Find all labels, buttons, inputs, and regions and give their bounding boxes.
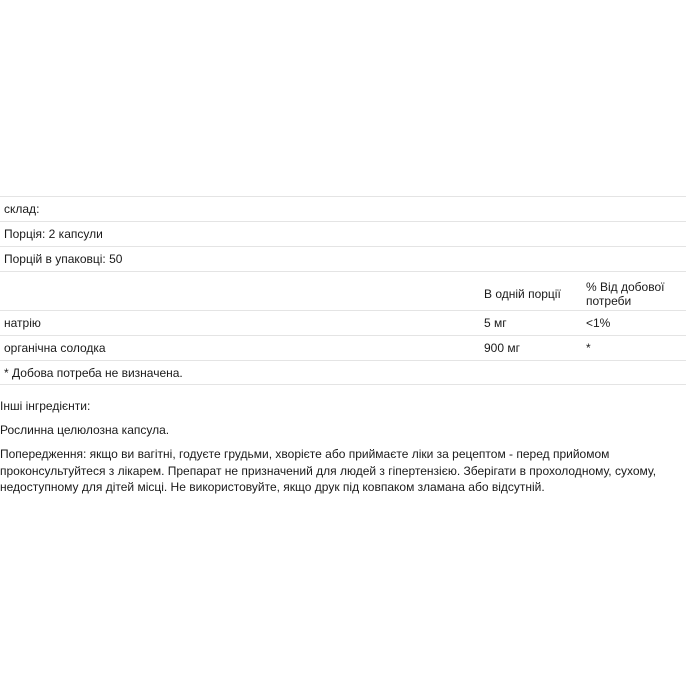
other-ingredients-section xyxy=(0,398,686,496)
footnote: * Добова потреба не визначена. xyxy=(4,366,183,380)
table-row xyxy=(0,310,686,335)
nutrient-name: органічна солодка xyxy=(4,341,106,355)
servings-per-container: Порцій в упаковці: 50 xyxy=(4,252,123,266)
warning-text: Попередження: якщо ви вагітні, годуєте грудьми, хворієте або приймаєте ліки за рецептом - перед прийомом проконсультуйтеся з лікарем. Препарат не призначений для людей з гіпертензією. Зберігати в прохолодному, сухому, недоступному для дітей місці. Не використовуйте, якщо друк під ковпаком зламана або відсутній. xyxy=(0,447,657,494)
nutrient-amount: 900 мг xyxy=(484,341,520,355)
serving-size-row xyxy=(0,221,686,246)
servings-per-container-row xyxy=(0,246,686,271)
composition-row xyxy=(0,196,686,221)
nutrient-amount: 5 мг xyxy=(484,316,507,330)
other-ingredients-title: Інші інгредієнти: xyxy=(0,399,91,413)
nutrient-name: натрію xyxy=(4,316,41,330)
other-ingredients-text: Рослинна целюлозна капсула. xyxy=(0,423,170,437)
serving-size: Порція: 2 капсули xyxy=(4,227,103,241)
daily-value-header: % Від добової потреби xyxy=(586,280,665,308)
footnote-row xyxy=(0,360,686,385)
supplement-facts-table xyxy=(0,196,686,385)
nutrient-daily-value: * xyxy=(586,341,591,355)
amount-per-serving-header: В одній порції xyxy=(484,287,561,301)
composition-label: склад: xyxy=(4,202,40,216)
nutrient-daily-value: <1% xyxy=(586,316,611,330)
table-row xyxy=(0,335,686,360)
table-header-row xyxy=(0,271,686,310)
